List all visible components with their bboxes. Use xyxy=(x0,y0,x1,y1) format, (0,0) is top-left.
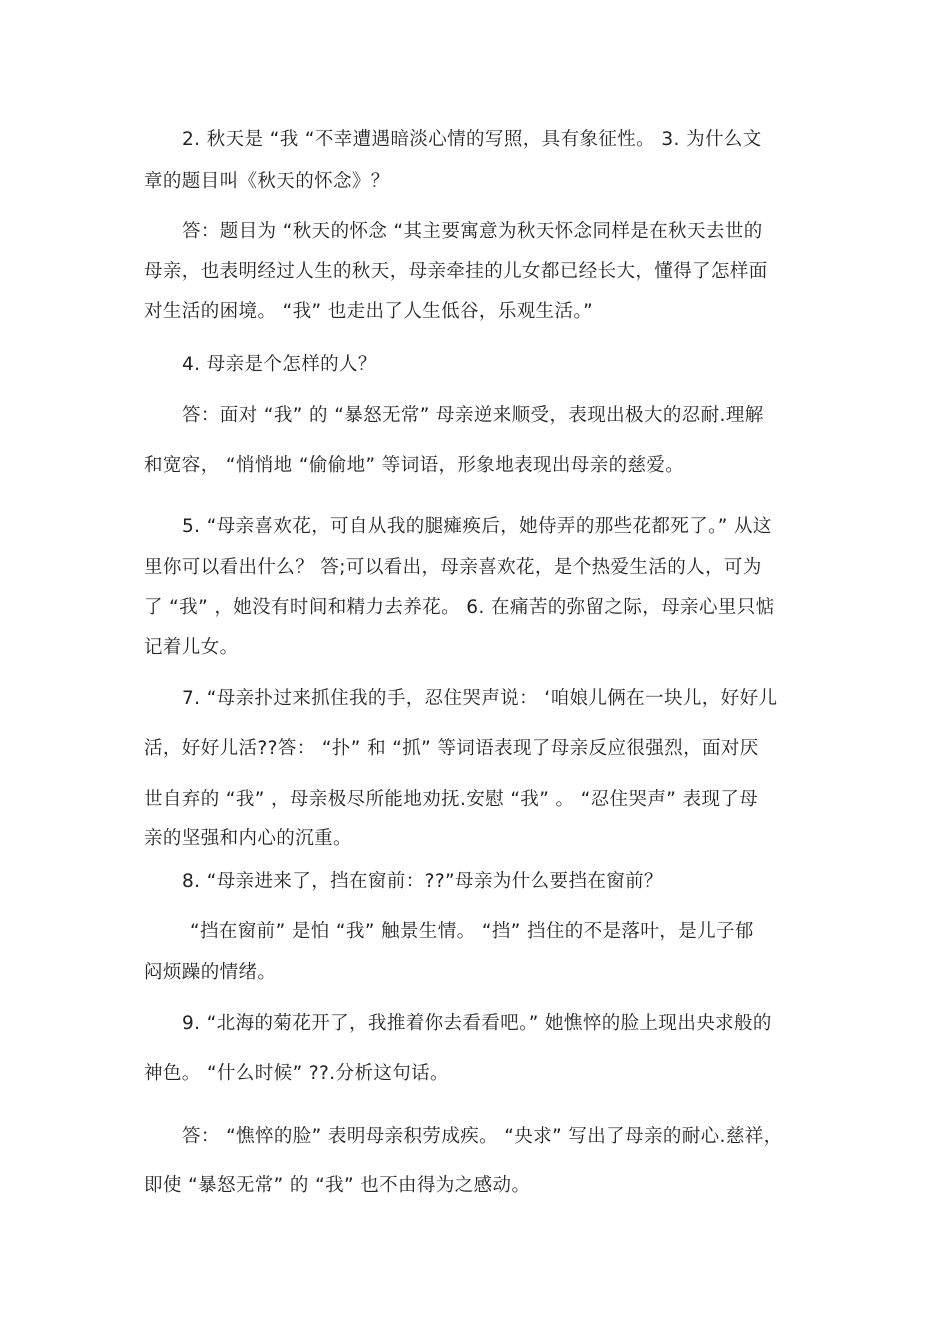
answer-3-line-1: 答：题目为 “秋天的怀念 “其主要寓意为秋天怀念同样是在秋天去世的 xyxy=(182,221,763,242)
answer-8-line-2: 闷烦躁的情绪。 xyxy=(144,962,277,983)
paragraph-2-line-1: 2. 秋天是 “我 “不幸遭遇暗淡心情的写照，具有象征性。 3. 为什么文 xyxy=(182,129,762,150)
answer-9-line-1: 答： “憔悴的脸” 表明母亲积劳成疾。 “央求” 写出了母亲的耐心.慈祥， xyxy=(182,1126,783,1147)
answer-3-line-2: 母亲，也表明经过人生的秋天，母亲牵挂的儿女都已经长大，懂得了怎样面 xyxy=(144,261,768,282)
question-5-line-1: 5. “母亲喜欢花，可自从我的腿瘫痪后，她侍弄的那些花都死了。” 从这 xyxy=(182,516,772,537)
question-5-line-4: 记着儿女。 xyxy=(144,637,239,658)
question-7-line-3: 世自弃的 “我” ，母亲极尽所能地劝抚.安慰 “我” 。 “忍住哭声” 表现了母 xyxy=(144,789,759,810)
question-5-line-3: 了 “我” ，她没有时间和精力去养花。 6. 在痛苦的弥留之际，母亲心里只惦 xyxy=(144,597,775,618)
answer-4-line-1: 答：面对 “我” 的 “暴怒无常” 母亲逆来顺受，表现出极大的忍耐.理解 xyxy=(182,405,764,426)
question-7-line-4: 亲的坚强和内心的沉重。 xyxy=(144,828,352,849)
answer-8-line-1: “挡在窗前” 是怕 “我” 触景生情。 “挡” 挡住的不是落叶，是儿子郁 xyxy=(190,921,754,942)
answer-3-line-3: 对生活的困境。 “我” 也走出了人生低谷，乐观生活。” xyxy=(144,301,594,322)
answer-9-line-2: 即使 “暴怒无常” 的 “我” 也不由得为之感动。 xyxy=(144,1175,531,1196)
question-9-line-2: 神色。 “什么时候” ??.分析这句话。 xyxy=(144,1063,449,1084)
question-5-line-2: 里你可以看出什么？ 答;可以看出，母亲喜欢花，是个热爱生活的人，可为 xyxy=(144,557,762,578)
question-8: 8. “母亲进来了，挡在窗前：??”母亲为什么要挡在窗前？ xyxy=(182,871,663,892)
question-7-line-2: 活，好好儿活??答： “扑” 和 “抓” 等词语表现了母亲反应很强烈，面对厌 xyxy=(144,738,759,759)
question-9-line-1: 9. “北海的菊花开了，我推着你去看看吧。” 她憔悴的脸上现出央求般的 xyxy=(182,1013,772,1034)
answer-4-line-2: 和宽容， “悄悄地 “偷偷地” 等词语，形象地表现出母亲的慈爱。 xyxy=(144,455,685,476)
question-4: 4. 母亲是个怎样的人？ xyxy=(182,354,377,375)
question-7-line-1: 7. “母亲扑过来抓住我的手，忍住哭声说： ‘咱娘儿俩在一块儿，好好儿 xyxy=(182,688,778,709)
paragraph-2-line-2: 章的题目叫《秋天的怀念》？ xyxy=(144,171,390,192)
